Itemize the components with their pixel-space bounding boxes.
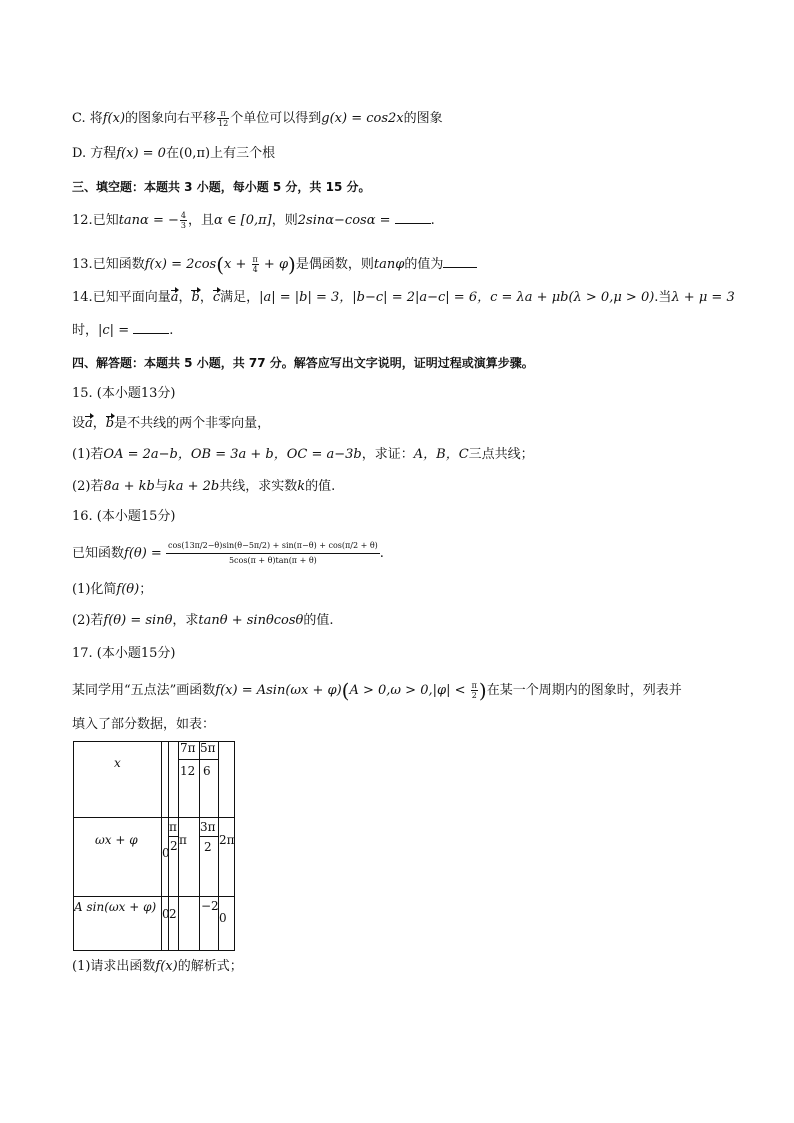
question-16-function [72, 540, 384, 567]
question-17-part-1 [72, 958, 243, 976]
left-paren: ( [341, 678, 350, 703]
cell-value: 0 [219, 911, 227, 925]
table-cell [179, 742, 200, 818]
text: ； [139, 582, 153, 597]
text: 是偶函数，则 [295, 257, 374, 272]
cell-frac-den: 12 [180, 764, 196, 778]
vector-b: b [105, 416, 115, 431]
question-15-part-1 [72, 446, 534, 464]
math-conditions: |a| = |b| = 3，|b−c| = 2|a−c| = 6， [259, 290, 491, 305]
question-15-intro: 设a，b是不共线的两个非零向量， [72, 416, 271, 431]
table-header-cell [74, 897, 162, 950]
text: 与 [154, 479, 168, 494]
vector-a: a [170, 290, 179, 305]
frac-num: π [252, 255, 258, 264]
answer-blank[interactable] [395, 211, 431, 224]
table-cell [200, 742, 219, 818]
math-interval: (0,π) [178, 146, 211, 161]
row-header-x: x [114, 756, 121, 770]
fraction-pi-4 [252, 255, 259, 274]
text: 已知函数 [92, 257, 145, 272]
table-cell [179, 897, 200, 950]
text: 时， [72, 323, 99, 338]
table-cell [162, 897, 169, 950]
text: (2)若 [72, 479, 104, 494]
text: (1)化简 [72, 582, 117, 597]
text: 在 [165, 146, 179, 161]
table-cell [162, 742, 169, 818]
text: . [430, 213, 435, 228]
text: 某同学用“五点法”画函数 [72, 683, 216, 698]
question-16-part-2 [72, 612, 334, 630]
cell-value: 0 [162, 907, 170, 921]
text: 在某一个周期内的图象时，列表并 [486, 683, 682, 698]
text: 设 [72, 416, 86, 431]
cell-value: 0 [162, 846, 170, 860]
frac-den: 12 [218, 119, 229, 128]
math-target: tanθ + sinθcosθ [198, 613, 304, 628]
frac-num: π [217, 109, 229, 119]
table-cell [200, 897, 219, 950]
cell-frac-den: 2 [204, 840, 212, 854]
question-15-title: 15. (本小题13分) [72, 386, 176, 401]
option-d-label: D. 方程 [72, 146, 117, 161]
section-3-heading: 三、填空题：本题共 3 小题，每小题 5 分，共 15 分。 [72, 180, 371, 194]
cell-frac-den: 6 [203, 764, 211, 778]
right-paren: ) [288, 252, 296, 277]
table-cell [169, 742, 179, 818]
math-phi: + φ [259, 257, 289, 272]
table-cell [169, 818, 179, 897]
cell-frac-num: 7π [180, 741, 196, 755]
text: 三点共线； [468, 447, 534, 462]
question-17-title: 17. (本小题15分) [72, 646, 176, 661]
row-header-value: A sin(ωx + φ) [74, 900, 157, 914]
math-gx: g(x) = cos2x [321, 111, 404, 126]
question-17-line-1 [72, 678, 682, 703]
text: ，则 [271, 213, 298, 228]
question-12 [72, 211, 435, 230]
math-vectors: OA = 2a−b，OB = 3a + b，OC = a−3b [103, 447, 362, 462]
frac-num: cos(13π/2−θ)sin(θ−5π/2) + sin(π−θ) + cos(π/2 + θ) [166, 540, 380, 554]
text: (2)若 [72, 613, 104, 628]
section-4-heading: 四、解答题：本题共 5 小题，共 77 分。解答应写出文字说明，证明过程或演算步骤。 [72, 356, 534, 370]
table-cell [162, 818, 169, 897]
frac-line [200, 836, 219, 837]
fraction-4-3 [180, 211, 187, 230]
table-cell [219, 742, 234, 818]
question-number: 13. [72, 257, 93, 272]
vector-a: a [85, 416, 93, 431]
text: ，求 [172, 613, 199, 628]
text: 上有三个根 [210, 146, 276, 161]
cell-frac-den: 2 [170, 839, 178, 853]
question-16-title: 16. (本小题15分) [72, 509, 176, 524]
question-14-line-1: 14.已知平面向量a，b，c满足，|a| = |b| = 3，|b−c| = 2|a−c| = 6，c = λa + μb(λ > 0,μ > 0).当λ + μ = 3 [72, 290, 735, 305]
vector-c: c [212, 290, 221, 305]
text: 满足， [220, 290, 260, 305]
math-ftheta: f(θ) = [124, 546, 166, 561]
text: (1)若 [72, 447, 104, 462]
five-point-table [73, 741, 235, 951]
frac-den: 4 [252, 265, 258, 274]
frac-num: π [471, 681, 477, 690]
frac-line [169, 836, 178, 837]
text: . [379, 546, 384, 561]
text: 是不共线的两个非零向量， [114, 416, 271, 431]
option-d [72, 145, 275, 163]
table-cell [219, 897, 234, 950]
left-paren: ( [216, 252, 225, 277]
table-cell [219, 818, 234, 897]
table-header-cell [74, 742, 162, 818]
cell-value: 2 [169, 907, 177, 921]
math-ftheta: f(θ) [116, 582, 140, 597]
option-c-label: C. 将 [72, 111, 103, 126]
cell-value: π [179, 833, 187, 847]
frac-num: 4 [180, 211, 186, 220]
question-15-part-2 [72, 478, 335, 496]
text: 个单位可以得到 [230, 111, 322, 126]
math-vec-expr-1: 8a + kb [103, 479, 155, 494]
frac-den: 3 [180, 221, 186, 230]
frac-line [179, 759, 200, 760]
row-header-phase: ωx + φ [95, 833, 138, 847]
fraction-pi-12 [217, 109, 229, 128]
table-cell [179, 818, 200, 897]
option-c [72, 109, 443, 128]
math-condition: f(θ) = sinθ [103, 613, 173, 628]
text: 的解析式； [177, 959, 243, 974]
text: (1)请求出函数 [72, 959, 156, 974]
question-number: 14. [72, 290, 93, 305]
math-c-magnitude: |c| = [98, 323, 134, 338]
frac-den: 2 [471, 691, 477, 700]
cell-frac-num: 3π [200, 820, 216, 834]
answer-blank[interactable] [443, 255, 477, 268]
text: 的图象 [403, 111, 443, 126]
cell-value: 2π [219, 833, 235, 847]
math-expr: 2sinα−cosα = [297, 213, 395, 228]
text: 已知函数 [72, 546, 125, 561]
right-paren: ) [478, 678, 487, 703]
math-fx: f(x) [102, 111, 126, 126]
math-sum: λ + μ = 3 [671, 290, 735, 305]
question-14-line-2 [72, 321, 173, 340]
fraction-pi-2 [471, 681, 478, 700]
text: 的值. [303, 613, 334, 628]
text: 已知平面向量 [92, 290, 171, 305]
question-17-line-2: 填入了部分数据，如表： [72, 717, 216, 732]
text: 的值为 [404, 257, 444, 272]
math-tanphi: tanφ [373, 257, 405, 272]
math-c-combination: c = λa + μb(λ > 0,μ > 0) [490, 290, 655, 305]
math-fx-eq-0: f(x) = 0 [116, 146, 166, 161]
math-points: A，B，C [413, 447, 469, 462]
table-cell [169, 897, 179, 950]
cell-frac-num: 5π [200, 741, 216, 755]
text: 的值. [305, 479, 336, 494]
math-fx: f(x) = 2cos [144, 257, 217, 272]
table-header-cell [74, 818, 162, 897]
math-tan: tanα = − [118, 213, 179, 228]
math-k: k [297, 479, 306, 494]
math-fx: f(x) = Asin(ωx + φ) [215, 683, 342, 698]
math-vec-expr-2: ka + 2b [167, 479, 220, 494]
cell-frac-num: π [169, 820, 177, 834]
question-number: 12. [72, 213, 93, 228]
question-16-part-1 [72, 581, 152, 599]
math-conditions: A > 0,ω > 0,|φ| < [349, 683, 470, 698]
vector-b: b [191, 290, 200, 305]
table-cell [200, 818, 219, 897]
text: ，求证： [361, 447, 414, 462]
frac-den: 5cos(π + θ)tan(π + θ) [228, 556, 317, 565]
frac-line [200, 759, 219, 760]
text: ，且 [187, 213, 214, 228]
text: 共线，求实数 [219, 479, 298, 494]
math-alpha-range: α ∈ [0,π] [214, 213, 272, 228]
text: .当 [654, 290, 672, 305]
text: . [169, 323, 174, 338]
text: 的图象向右平移 [125, 111, 217, 126]
math-x: x + [224, 257, 251, 272]
question-13 [72, 252, 477, 277]
big-fraction [166, 540, 380, 567]
text: 已知 [92, 213, 119, 228]
math-fx: f(x) [155, 959, 178, 974]
answer-blank[interactable] [133, 321, 169, 334]
cell-value: −2 [201, 899, 219, 913]
